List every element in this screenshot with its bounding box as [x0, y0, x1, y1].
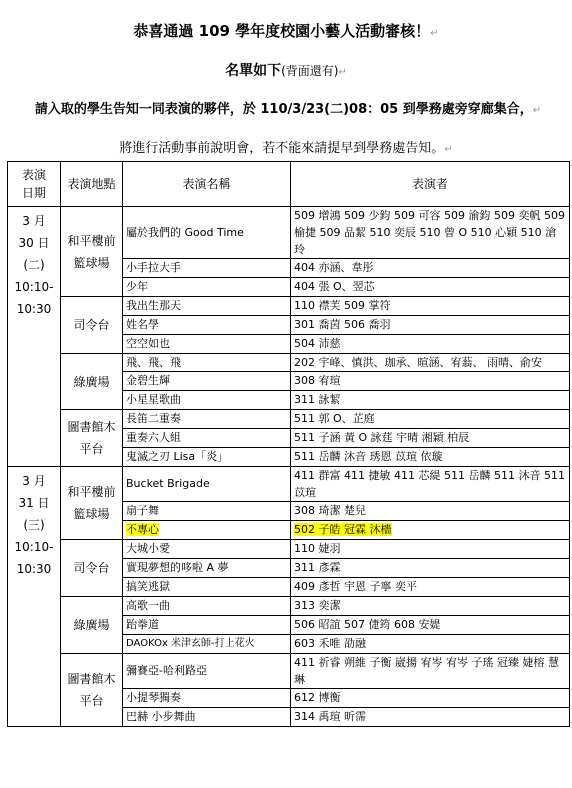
- performance-name: 金碧生輝: [123, 372, 291, 391]
- table-row: [8, 467, 570, 502]
- table-row: [8, 297, 570, 316]
- performance-name: 巴赫 小步舞曲: [123, 708, 291, 727]
- performers-cell: 603 禾唯 劭融: [291, 635, 570, 654]
- header-performers: 表演者: [291, 162, 570, 207]
- performers-cell: 308 琦潔 楚兒: [291, 502, 570, 521]
- header-date: 表演日期: [8, 162, 61, 207]
- performers-cell: 511 郭 O、芷庭: [291, 410, 570, 429]
- venue-cell: 和平樓前籃球場: [61, 207, 123, 297]
- schedule-table: [7, 161, 570, 727]
- performance-name: DAOKOx 米津玄師-打上花火: [123, 635, 291, 654]
- performance-name: 跆拳道: [123, 616, 291, 635]
- performers-cell: 311 詠絜: [291, 391, 570, 410]
- date-cell-day1: 3 月 30 日 (二) 10:10- 10:30: [8, 207, 61, 467]
- table-row: [8, 207, 570, 259]
- performers-cell: 404 張 O、翌芯: [291, 278, 570, 297]
- performance-name: 扇子舞: [123, 502, 291, 521]
- table-row: [8, 540, 570, 559]
- performance-name: 鬼滅之刃 Lisa「炎」: [123, 448, 291, 467]
- table-row: [8, 597, 570, 616]
- performers-cell: 511 子涵 黃 O 詠莛 宇晴 湘穎 柏辰: [291, 429, 570, 448]
- performance-name: 小提琴獨奏: [123, 689, 291, 708]
- performance-name: 不專心: [123, 521, 291, 540]
- date-cell-day2: 3 月 31 日 (三) 10:10- 10:30: [8, 467, 61, 727]
- performance-name: 大城小愛: [123, 540, 291, 559]
- performance-name: 小手拉大手: [123, 259, 291, 278]
- venue-cell: 司令台: [61, 540, 123, 597]
- performance-name: 我出生那天: [123, 297, 291, 316]
- notice-text-2: 將進行活動事前說明會，若不能來請提早到學務處告知。↵: [119, 141, 453, 156]
- venue-cell: 和平樓前籃球場: [61, 467, 123, 540]
- page-title: 恭喜通過 109 學年度校園小藝人活動審核！↵: [133, 22, 439, 40]
- venue-cell: 圖書館木平台: [61, 654, 123, 727]
- performers-cell: 308 宥瑄: [291, 372, 570, 391]
- performers-cell: 511 岳麟 沐音 琇恩 苡瑄 依璇: [291, 448, 570, 467]
- performance-name: 高歌一曲: [123, 597, 291, 616]
- performance-name: 少年: [123, 278, 291, 297]
- performance-name: 空空如也: [123, 335, 291, 354]
- venue-cell: 司令台: [61, 297, 123, 354]
- performance-name: 姓名學: [123, 316, 291, 335]
- performers-cell: 110 襟芙 509 掌符: [291, 297, 570, 316]
- performers-cell: 202 宇峰、慎洪、珈承、暄涵、宥蓊、 雨晴、俞安: [291, 354, 570, 372]
- performers-cell: 311 彥霖: [291, 559, 570, 578]
- performers-cell: 314 禹瑄 昕霈: [291, 708, 570, 727]
- performance-name: Bucket Brigade: [123, 467, 291, 502]
- performers-cell: 409 彥哲 宇恩 子寧 奕平: [291, 578, 570, 597]
- table-row: [8, 410, 570, 429]
- performers-cell: 110 婕羽: [291, 540, 570, 559]
- performance-name: 實現夢想的哆啦 A 夢: [123, 559, 291, 578]
- performance-name: 長笛二重奏: [123, 410, 291, 429]
- page-subtitle: 名單如下(背面還有)↵: [225, 63, 347, 79]
- performers-cell: 301 喬茵 506 喬羽: [291, 316, 570, 335]
- performers-cell: 502 子皓 冠霖 沐檣: [291, 521, 570, 540]
- notice-text: 請入取的學生告知一同表演的夥伴，於 110/3/23(二)08：05 到學務處旁穿廊集合，↵: [34, 102, 542, 117]
- performers-cell: 411 祈睿 朔維 子衡 崴揚 宥岑 宥岑 子瑤 冠臻 婕榕 慧琳: [291, 654, 570, 689]
- venue-cell: 圖書館木平台: [61, 410, 123, 467]
- performance-name: 搞笑逃獄: [123, 578, 291, 597]
- performance-name: 飛、飛、飛: [123, 354, 291, 372]
- venue-cell: 綠廣場: [61, 597, 123, 654]
- performers-cell: 404 亦涵、韋彤: [291, 259, 570, 278]
- performance-name: 屬於我們的 Good Time: [123, 207, 291, 259]
- performers-cell: 506 昭誼 507 倢筠 608 安媞: [291, 616, 570, 635]
- performers-cell: 504 沛慈: [291, 335, 570, 354]
- performers-cell: 612 博衡: [291, 689, 570, 708]
- table-row: [8, 354, 570, 372]
- header-venue: 表演地點: [61, 162, 123, 207]
- table-header-row: [8, 162, 570, 207]
- performers-cell: 411 群富 411 捷敏 411 芯緹 511 岳麟 511 沐音 511 苡瑄: [291, 467, 570, 502]
- performance-name: 重奏六人組: [123, 429, 291, 448]
- table-row: [8, 654, 570, 689]
- venue-cell: 綠廣場: [61, 354, 123, 410]
- performers-cell: 313 奕潔: [291, 597, 570, 616]
- performance-name: 彌賽亞-哈利路亞: [123, 654, 291, 689]
- header-name: 表演名稱: [123, 162, 291, 207]
- performers-cell: 509 增鴻 509 少鈞 509 可容 509 渝鈞 509 奕帆 509 榆捷 509 品絜 510 奕辰 510 曾 O 510 心穎 510 滄玲: [291, 207, 570, 259]
- performance-name: 小星星歌曲: [123, 391, 291, 410]
